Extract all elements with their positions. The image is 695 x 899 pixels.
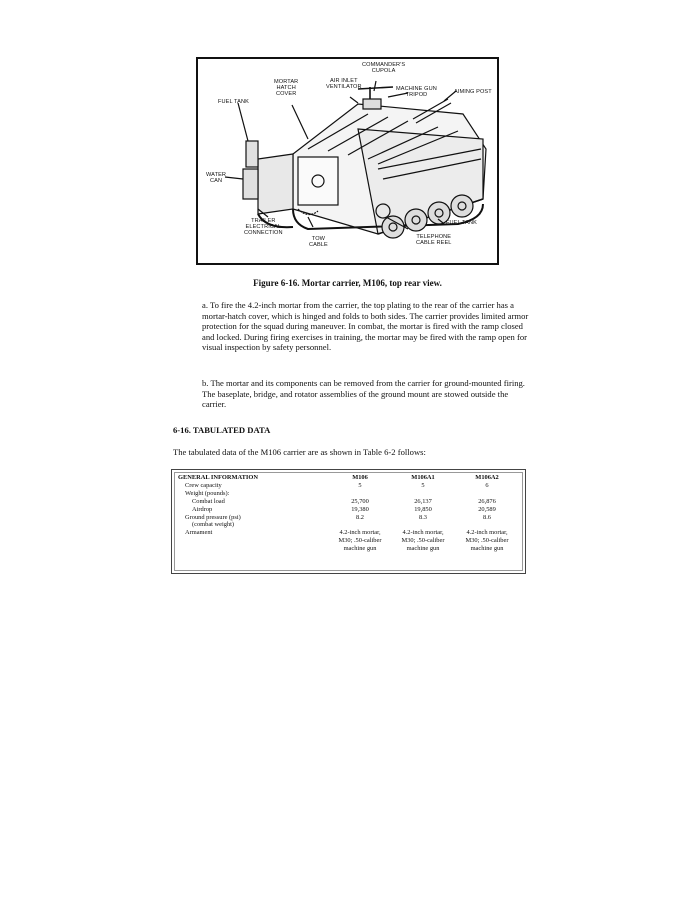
figure-caption: Figure 6-16. Mortar carrier, M106, top rear view. — [253, 278, 442, 288]
callout-tow-cable: TOW CABLE — [309, 236, 328, 249]
header-m106: M106 — [352, 474, 368, 481]
header-m106a1: M106A1 — [411, 474, 435, 481]
row-label: (combat weight) — [192, 521, 235, 529]
callout-commanders-cupola: COMMANDER'S CUPOLA — [362, 62, 406, 75]
data-table — [178, 474, 518, 553]
row-label: Weight (pounds): — [185, 489, 230, 497]
table-row — [178, 529, 518, 553]
row-label: Ground pressure (psi) — [185, 513, 241, 521]
callout-mortar-hatch-cover: MORTAR HATCH COVER — [274, 79, 299, 98]
cell-m106a2: 26,876 — [478, 497, 496, 505]
row-label: Airdrop — [192, 505, 213, 513]
cell-m106: 5 — [358, 481, 362, 489]
cell-m106a1: 5 — [421, 481, 425, 489]
cell-m106a2: 6 — [485, 481, 489, 489]
cell-m106a1: 26,137 — [414, 497, 432, 505]
paragraph-a: a. To fire the 4.2-inch mortar from the carrier, the top plating to the rear of the carrier has a mortar-hatch cover, which is hinged and folds to both sides. The carrier provides limited armor protection for the squad during maneuver. In combat, the mortar is fired with the ramp closed and locked. During firing exercises in training, the mortar may be fired with the ramp open for visual inspection by safety personnel. — [202, 300, 529, 353]
cell-m106a2: 4.2-inch mortar, M30; .50-caliber machine gun — [465, 529, 509, 553]
cell-m106a2: 20,589 — [478, 505, 496, 513]
cell-m106a1 — [390, 521, 456, 529]
table-row — [178, 490, 518, 498]
header-m106a2: M106A2 — [475, 474, 499, 481]
tabulated-data-table — [171, 469, 526, 574]
cell-m106a2 — [456, 521, 518, 529]
cell-m106 — [330, 521, 390, 529]
row-label: Combat load — [192, 497, 225, 505]
section-heading: 6-16. TABULATED DATA — [173, 425, 271, 435]
figure-mortar-carrier — [196, 57, 499, 265]
table-row — [178, 521, 518, 529]
callout-fuel-tank-right: FUEL TANK — [446, 220, 477, 226]
header-general-information: GENERAL INFORMATION — [178, 474, 258, 481]
row-label: Armament — [185, 529, 213, 537]
row-label: Crew capacity — [185, 481, 222, 489]
paragraph-b: b. The mortar and its components can be removed from the carrier for ground-mounted firing. The baseplate, bridge, and rotator assemblies of the ground mount are stowed outside the carrier. — [202, 378, 525, 410]
cell-m106a1 — [390, 490, 456, 498]
callout-air-inlet-ventilator: AIR INLET VENTILATOR — [326, 78, 362, 91]
cell-m106: 8.2 — [356, 513, 364, 521]
callout-fuel-tank-left: FUEL TANK — [218, 99, 249, 105]
callout-machine-gun-tripod: MACHINE GUN TRIPOD — [396, 86, 437, 99]
cell-m106: 4.2-inch mortar, M30; .50-caliber machine gun — [338, 529, 382, 553]
table-row — [178, 498, 518, 506]
table-header-row — [178, 474, 518, 482]
cell-m106a1: 4.2-inch mortar, M30; .50-caliber machine gun — [401, 529, 445, 553]
cell-m106a2 — [456, 490, 518, 498]
table-row — [178, 506, 518, 514]
callout-water-can: WATER CAN — [206, 172, 227, 185]
section-intro: The tabulated data of the M106 carrier are as shown in Table 6-2 follows: — [173, 447, 426, 457]
cell-m106a1: 8.3 — [419, 513, 427, 521]
cell-m106: 25,700 — [351, 497, 369, 505]
callout-telephone-cable-reel: TELEPHONE CABLE REEL — [416, 234, 452, 247]
table-row — [178, 482, 518, 490]
cell-m106 — [330, 490, 390, 498]
callout-trailer-connection: TRAILER ELECTRICAL CONNECTION — [244, 218, 283, 237]
cell-m106a1: 19,850 — [414, 505, 432, 513]
callout-aiming-post: AIMING POST — [454, 89, 492, 95]
table-row — [178, 514, 518, 522]
cell-m106: 19,380 — [351, 505, 369, 513]
cell-m106a2: 8.6 — [483, 513, 491, 521]
